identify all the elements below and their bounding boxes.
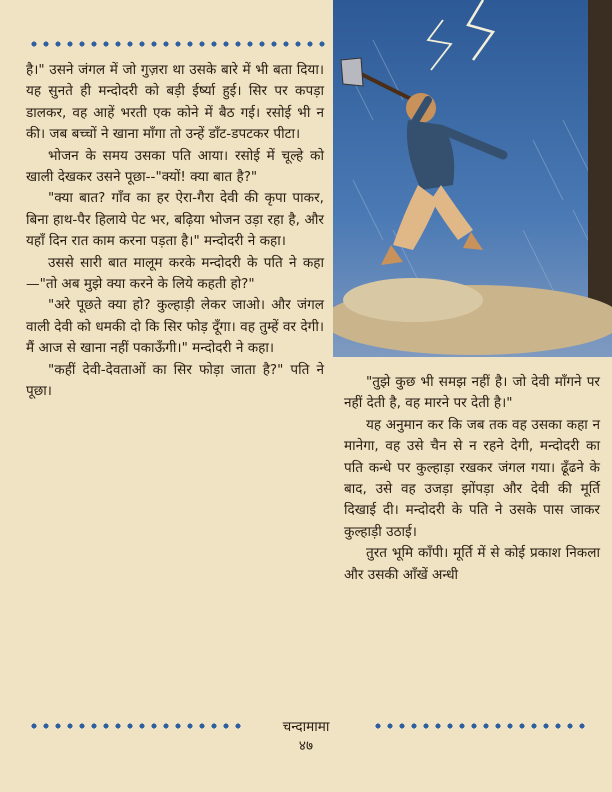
paragraph: "तुझे कुछ भी समझ नहीं है। जो देवी माँगने पर नहीं देती है, वह मारने पर देती है।" [344,374,600,412]
paragraph: "कहीं देवी-देवताओं का सिर फोड़ा जाता है?" पति ने पूछा। [26,361,324,400]
top-ornament-border [28,38,328,50]
page-footer [0,716,612,754]
right-text-column [344,372,600,586]
paragraph: "अरे पूछते क्या हो? कुल्हाड़ी लेकर जाओ। और जंगल वाली देवी को धमकी दो कि सिर फोड़ दूँगा। वह तुम्हें वर देगी। मैं आज से खाना नहीं पकाऊँगी।" मन्दोदरी ने कहा। [26,297,324,357]
left-text-column [26,60,324,403]
illustration-storm-man-with-axe [333,0,612,357]
paragraph: "क्या बात? गाँव का हर ऐरा-गैरा देवी की कृपा पाकर, बिना हाथ-पैर हिलाये पेट भर, बढ़िया भोजन उड़ा रहा है, और यहाँ दिन रात काम करना पड़ता है।" मन्दोदरी ने कहा। [26,190,324,250]
paragraph: है।" उसने जंगल में जो गुज़रा था उसके बारे में भी बता दिया। यह सुनते ही मन्दोदरी को बड़ी ईर्ष्या हुई। सिर पर कपड़ा डालकर, वह आहें भरती एक कोने में बैठ गई। रसोई भी न की। जब बच्चों ने खाना माँगा तो उन्हें डाँट-डपटकर पीटा। [26,62,324,143]
paragraph: भोजन के समय उसका पति आया। रसोई में चूल्हे को खाली देखकर उसने पूछा--"क्यों! क्या बात है?" [26,147,324,186]
paragraph: तुरत भूमि काँपी। मूर्ति में से कोई प्रकाश निकला और उसकी आँखें अन्धी [344,545,600,583]
paragraph: यह अनुमान कर कि जब तक वह उसका कहा न मानेगा, वह उसे चैन से न रहने देगी, मन्दोदरी का पति कन्धे पर कुल्हाड़ा रखकर जंगल गया। ढूँढने के बाद, उसे वह उजड़ा झोंपड़ा और देवी की मूर्ति दिखाई दी। मन्दोदरी के पति ने उसके पास जाकर कुल्हाड़ी उठाई। [344,416,600,540]
story-illustration [333,0,612,357]
magazine-title: चन्दामामा [282,719,330,735]
paragraph: उससे सारी बात मालूम करके मन्दोदरी के पति ने कहा—"तो अब मुझे क्या करने के लिये कहती हो?" [26,254,324,293]
page-number: ४७ [298,738,314,754]
